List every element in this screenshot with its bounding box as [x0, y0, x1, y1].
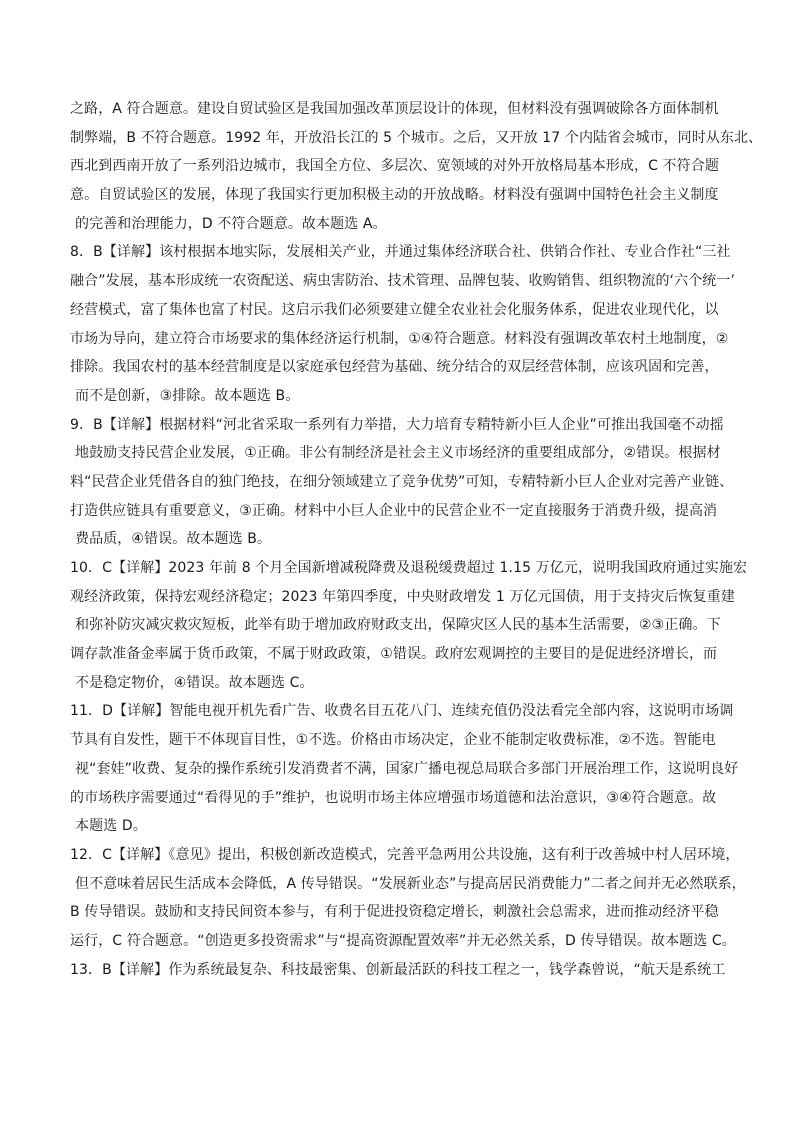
- text-line: 市场为导向，建立符合市场要求的集体经济运行机制，①④符合题意。材料没有强调改革农村土地制度，②: [70, 330, 729, 347]
- text-line: 本题选 D。: [75, 818, 147, 835]
- text-line: 费品质，④错误。故本题选 B。: [75, 531, 272, 548]
- text-line: 西北到西南开放了一系列沿边城市，我国全方位、多层次、宽领域的对外开放格局基本形成，C 不符合题: [70, 158, 719, 175]
- text-line: 经营模式，富了集体也富了村民。这启示我们必须要建立健全农业社会化服务体系，促进农业现代化，以: [70, 301, 719, 318]
- text-line: 的市场秩序需要通过“看得见的手”维护，也说明市场主体应增强市场道德和法治意识，③④符合题意。故: [70, 789, 717, 806]
- text-line: 13．B【详解】作为系统最复杂、科技最密集、创新最活跃的科技工程之一，钱学森曾说，“航天是系统工: [70, 961, 726, 978]
- text-line: 意。自贸试验区的发展，体现了我国实行更加积极主动的开放战略。材料没有强调中国特色社会主义制度: [70, 187, 719, 204]
- text-line: 打造供应链具有重要意义，③正确。材料中小巨人企业中的民营企业不一定直接服务于消费升级，提高消: [70, 502, 718, 519]
- answer-explanations: [70, 95, 763, 984]
- text-line: 视“套娃”收费、复杂的操作系统引发消费者不满，国家广播电视总局联合多部门开展治理工作，这说明良好: [75, 760, 739, 777]
- text-line: 而不是创新，③排除。故本题选 B。: [75, 387, 300, 404]
- text-line: 排除。我国农村的基本经营制度是以家庭承包经营为基础、统分结合的双层经营体制，应该巩固和完善，: [70, 359, 719, 376]
- text-line: 的完善和治理能力，D 不符合题意。故本题选 A。: [75, 215, 387, 232]
- text-line: 8．B【详解】该村根据本地实际，发展相关产业，并通过集体经济联合社、供销合作社、专业合作社“三社: [70, 244, 731, 261]
- text-line: 运行，C 符合题意。“创造更多投资需求”与“提高资源配置效率”并无必然关系，D 传导错误。故本题选 C。: [70, 932, 736, 949]
- text-line: 融合”发展，基本形成统一农资配送、病虫害防治、技术管理、品牌包装、收购销售、组织物流的‘六个统一’: [70, 273, 736, 290]
- text-line: 不是稳定物价，④错误。故本题选 C。: [75, 674, 314, 691]
- text-line: 地鼓励支持民营企业发展，①正确。非公有制经济是社会主义市场经济的重要组成部分，②错误。根据材: [75, 445, 721, 462]
- text-line: 制弊端，B 不符合题意。1992 年，开放沿长江的 5 个城市。之后，又开放 17 个内陆省会城市，同时从东北、: [70, 129, 763, 146]
- text-line: 12．C【详解】《意见》提出，积极创新改造模式，完善平急两用公共设施，这有利于改善城中村人居环境，: [70, 846, 740, 863]
- text-line: 11．D【详解】智能电视开机先看广告、收费名目五花八门、连续充值仍没法看完全部内容，这说明市场调: [70, 703, 734, 720]
- text-line: 和弥补防灾减灾救灾短板，此举有助于增加政府财政支出，保障灾区人民的基本生活需要，②③正确。下: [75, 617, 721, 634]
- text-line: 10．C【详解】2023 年前 8 个月全国新增减税降费及退税缓费超过 1.15 万亿元，说明我国政府通过实施宏: [70, 560, 748, 576]
- text-line: 调存款准备金率属于货币政策，不属于财政政策，①错误。政府宏观调控的主要目的是促进经济增长，而: [70, 646, 718, 663]
- text-line: 之路，A 符合题意。建设自贸试验区是我国加强改革顶层设计的体现，但材料没有强调破除各方面体制机: [70, 101, 719, 117]
- text-line: 料“民营企业凭借各自的独门绝技，在细分领域建立了竞争优势”可知，专精特新小巨人企业对完善产业链、: [70, 473, 734, 490]
- text-line: 9．B【详解】根据材料“河北省采取一系列有力举措，大力培育专精特新小巨人企业”可推出我国毫不动摇: [70, 416, 724, 433]
- text-line: 观经济政策，保持宏观经济稳定；2023 年第四季度，中央财政增发 1 万亿元国债，用于支持灾后恢复重建: [70, 588, 735, 605]
- text-line: 节具有自发性，题干不体现盲目性，①不选。价格由市场决定，企业不能制定收费标准，②不选。智能电: [70, 732, 716, 749]
- text-line: 但不意味着居民生活成本会降低，A 传导错误。“发展新业态”与提高居民消费能力”二者之间并无必然联系，: [75, 875, 746, 892]
- text-line: B 传导错误。鼓励和支持民间资本参与，有利于促进投资稳定增长，刺激社会总需求，进而推动经济平稳: [70, 904, 719, 921]
